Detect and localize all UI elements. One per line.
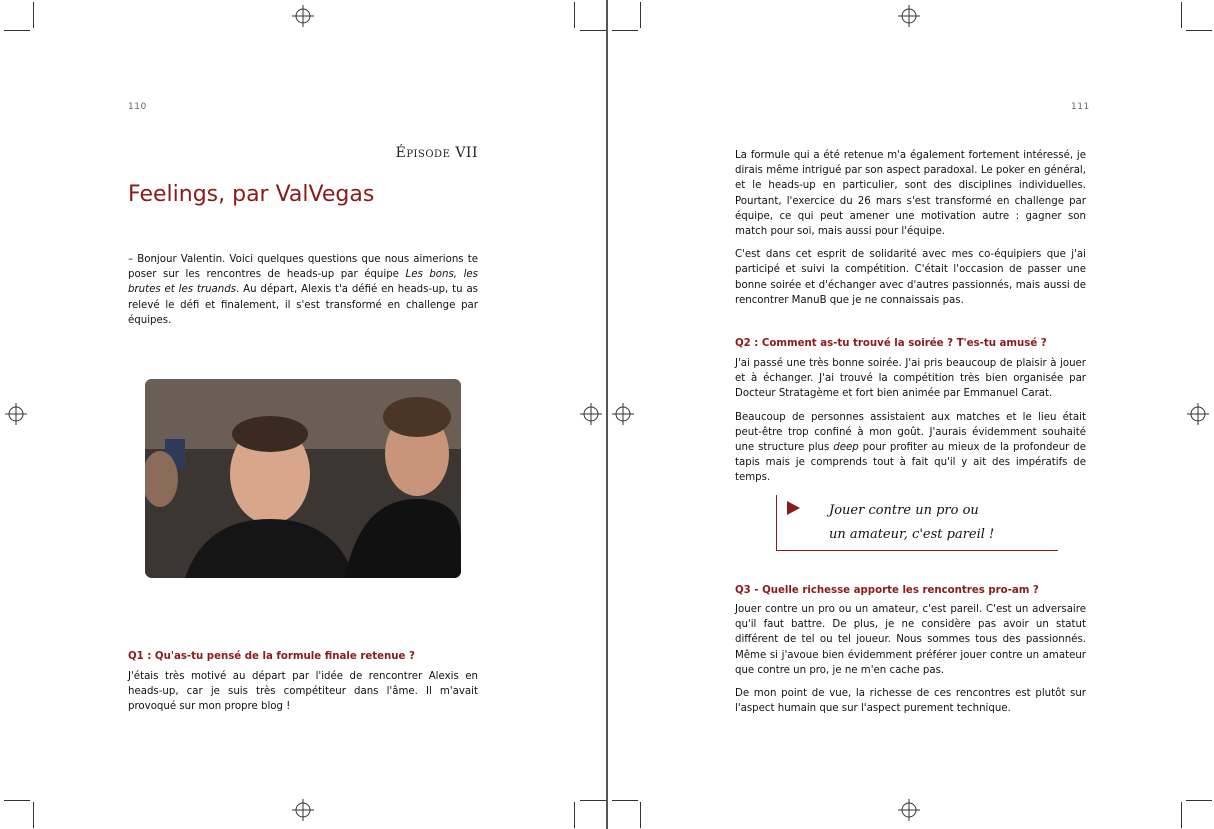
registration-mark-icon [292, 799, 314, 821]
registration-mark-icon [898, 799, 920, 821]
episode-label: Épisode VII [395, 145, 478, 161]
quote-line-1: Jouer contre un pro ou [829, 503, 979, 518]
pull-quote [776, 495, 1058, 551]
registration-mark-icon [612, 403, 634, 425]
quote-line-2: un amateur, c'est pareil ! [829, 527, 995, 542]
registration-mark-icon [1187, 403, 1209, 425]
triangle-right-icon [787, 501, 800, 515]
chapter-title: Feelings, par ValVegas [128, 182, 375, 207]
photo [145, 379, 461, 578]
question-3: Q3 - Quelle richesse apporte les rencontres pro-am ? [735, 585, 1039, 596]
registration-mark-icon [292, 5, 314, 27]
registration-mark-icon [580, 403, 602, 425]
intro-paragraph: – Bonjour Valentin. Voici quelques questions que nous aimerions te poser sur les rencontres de heads-up par équipe Les bons, les brutes et les truands. Au départ, Alexis t'a défié en heads-up, tu as relevé le défi et finalement, il s'est transformé en challenge par équipes. [128, 254, 478, 326]
registration-mark-icon [5, 403, 27, 425]
question-2: Q2 : Comment as-tu trouvé la soirée ? T'es-tu amusé ? [735, 338, 1047, 349]
answer-2: J'ai passé une très bonne soirée. J'ai pris beaucoup de plaisir à jouer et à échanger. J'ai trouvé la compétition très bien organisée par Docteur Stratagème et fort bien animée par Emmanuel Carat. Beaucoup de personnes assistaient aux matches et le lieu était peut-être trop confiné à mon goût. J'aurais évidemment souhaité une structure plus deep pour profiter au mieux de la profondeur de tapis mais je comprends tout à fait qu'il y ait des impératifs de temps. [735, 358, 1086, 484]
page-number: 111 [1071, 102, 1090, 112]
answer-1: J'étais très motivé au départ par l'idée de rencontrer Alexis en heads-up, car je suis très compétiteur dans l'âme. Il m'avait provoqué sur mon propre blog ! [128, 671, 478, 713]
answer-3: Jouer contre un pro ou un amateur, c'est pareil. C'est un adversaire qu'il faut battre. De plus, je ne considère pas avoir un statut différent de tel ou tel joueur. Nous sommes tous des passionnés. Même si j'avoue bien évidemment préférer jouer contre un amateur que contre un pro, je ne m'en cache pas. De mon point de vue, la richesse de ces rencontres est plutôt sur l'aspect humain que sur l'aspect purement technique. [735, 604, 1086, 715]
intro-answer: La formule qui a été retenue m'a également fortement intéressé, je dirais même intrigué par son aspect paradoxal. Le poker en général, et le heads-up en particulier, sont des disciplines individuelles. Pourtant, l'exercice du 26 mars s'est transformé en challenge par équipe, ce qui peut amener une motivation autre : gagner son match pour soi, mais aussi pour l'équipe. C'est dans cet esprit de solidarité avec mes co-équipiers que j'ai participé et suivi la compétition. C'était l'occasion de passer une bonne soirée et d'échanger avec d'autres passionnés, mais aussi de rencontrer ManuB que je ne connaissais pas. [735, 150, 1086, 306]
page-number: 110 [128, 102, 147, 112]
question-1: Q1 : Qu'as-tu pensé de la formule finale retenue ? [128, 651, 415, 662]
registration-mark-icon [898, 5, 920, 27]
book-spine [606, 0, 608, 829]
